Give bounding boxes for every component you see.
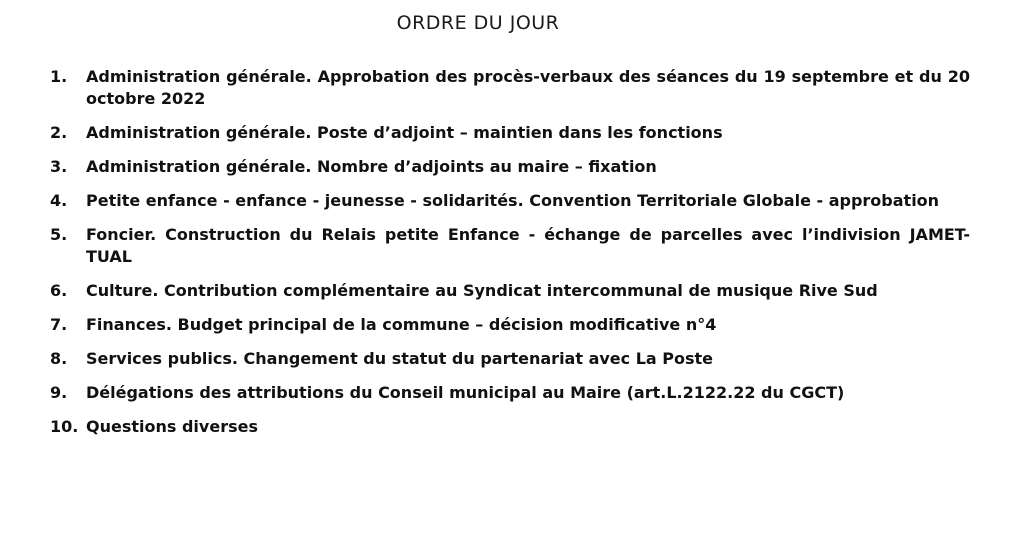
item-number: 4. — [50, 191, 68, 210]
item-number: 9. — [50, 383, 68, 402]
agenda-item-9 — [50, 382, 970, 404]
item-number: 1. — [50, 67, 68, 86]
agenda-item-2 — [50, 122, 970, 144]
item-text: Services publics. Changement du statut du partenariat avec La Poste — [86, 349, 713, 368]
item-text: Administration générale. Approbation des procès-verbaux des séances du 19 septembre et du 20 octobre 2022 — [86, 67, 970, 108]
item-number: 3. — [50, 157, 68, 176]
agenda-item-6 — [50, 280, 970, 302]
agenda-item-10 — [50, 416, 970, 438]
agenda-item-1 — [50, 66, 970, 110]
item-text: Questions diverses — [86, 417, 258, 436]
item-text: Finances. Budget principal de la commune – décision modificative n°4 — [86, 315, 717, 334]
item-number: 2. — [50, 123, 68, 142]
item-text: Administration générale. Nombre d’adjoints au maire – fixation — [86, 157, 657, 176]
agenda-item-7 — [50, 314, 970, 336]
item-text: Foncier. Construction du Relais petite Enfance - échange de parcelles avec l’indivision JAMET-TUAL — [86, 225, 970, 266]
agenda-item-3 — [50, 156, 970, 178]
item-number: 6. — [50, 281, 68, 300]
item-text: Culture. Contribution complémentaire au Syndicat intercommunal de musique Rive Sud — [86, 281, 878, 300]
agenda-item-5 — [50, 224, 970, 268]
agenda-item-4 — [50, 190, 970, 212]
item-text: Délégations des attributions du Conseil municipal au Maire (art.L.2122.22 du CGCT) — [86, 383, 845, 402]
item-number: 5. — [50, 225, 68, 244]
agenda-list — [50, 66, 970, 438]
item-number: 7. — [50, 315, 68, 334]
item-number: 8. — [50, 349, 68, 368]
agenda-item-8 — [50, 348, 970, 370]
item-number: 10. — [50, 417, 79, 436]
item-text: Petite enfance - enfance - jeunesse - solidarités. Convention Territoriale Globale - approbation — [86, 191, 940, 210]
item-text: Administration générale. Poste d’adjoint – maintien dans les fonctions — [86, 123, 723, 142]
page-title: ORDRE DU JOUR — [396, 12, 560, 34]
